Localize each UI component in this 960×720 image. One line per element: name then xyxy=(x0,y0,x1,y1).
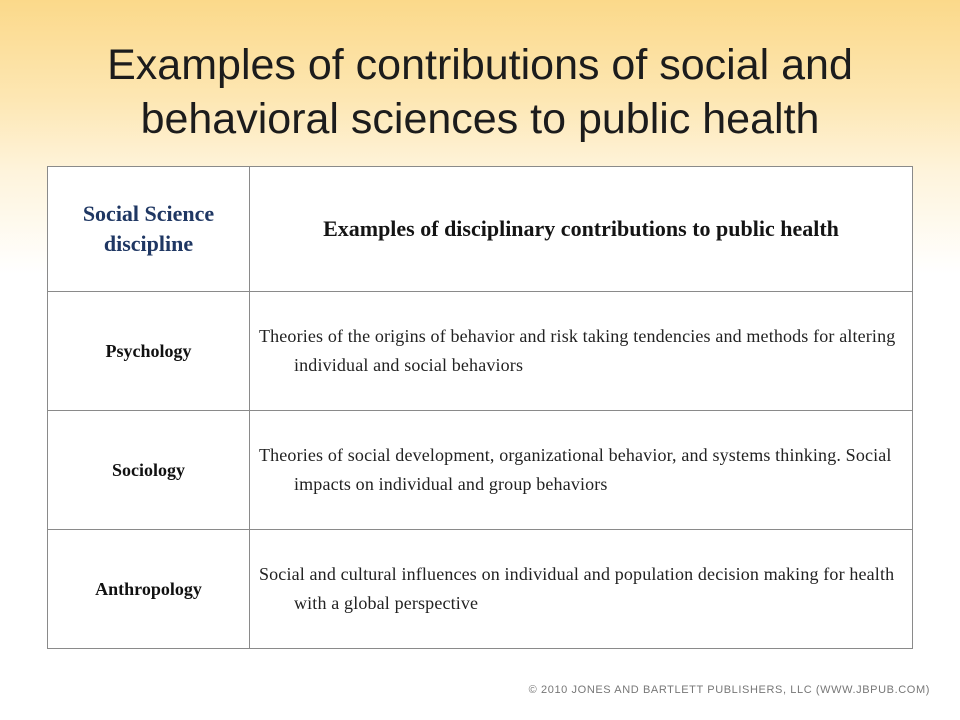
copyright-footer: © 2010 JONES AND BARTLETT PUBLISHERS, LLC (WWW.JBPUB.COM) xyxy=(528,684,930,696)
slide-title-line-1: Examples of contributions of social and xyxy=(107,41,853,89)
table-row xyxy=(48,530,913,649)
table-row xyxy=(48,292,913,411)
header-discipline: Social Science discipline xyxy=(48,167,250,292)
slide-title xyxy=(0,38,960,146)
discipline-cell: Sociology xyxy=(48,411,250,530)
table-header-row xyxy=(48,167,913,292)
header-examples: Examples of disciplinary contributions to public health xyxy=(250,167,913,292)
contributions-table xyxy=(47,166,913,649)
slide-title-line-2: behavioral sciences to public health xyxy=(140,95,820,143)
examples-cell: Theories of the origins of behavior and risk taking tendencies and methods for altering individual and social behaviors xyxy=(250,292,913,411)
discipline-cell: Psychology xyxy=(48,292,250,411)
table-row xyxy=(48,411,913,530)
examples-cell: Social and cultural influences on individual and population decision making for health with a global perspective xyxy=(250,530,913,649)
examples-cell: Theories of social development, organizational behavior, and systems thinking. Social impacts on individual and group behaviors xyxy=(250,411,913,530)
discipline-cell: Anthropology xyxy=(48,530,250,649)
